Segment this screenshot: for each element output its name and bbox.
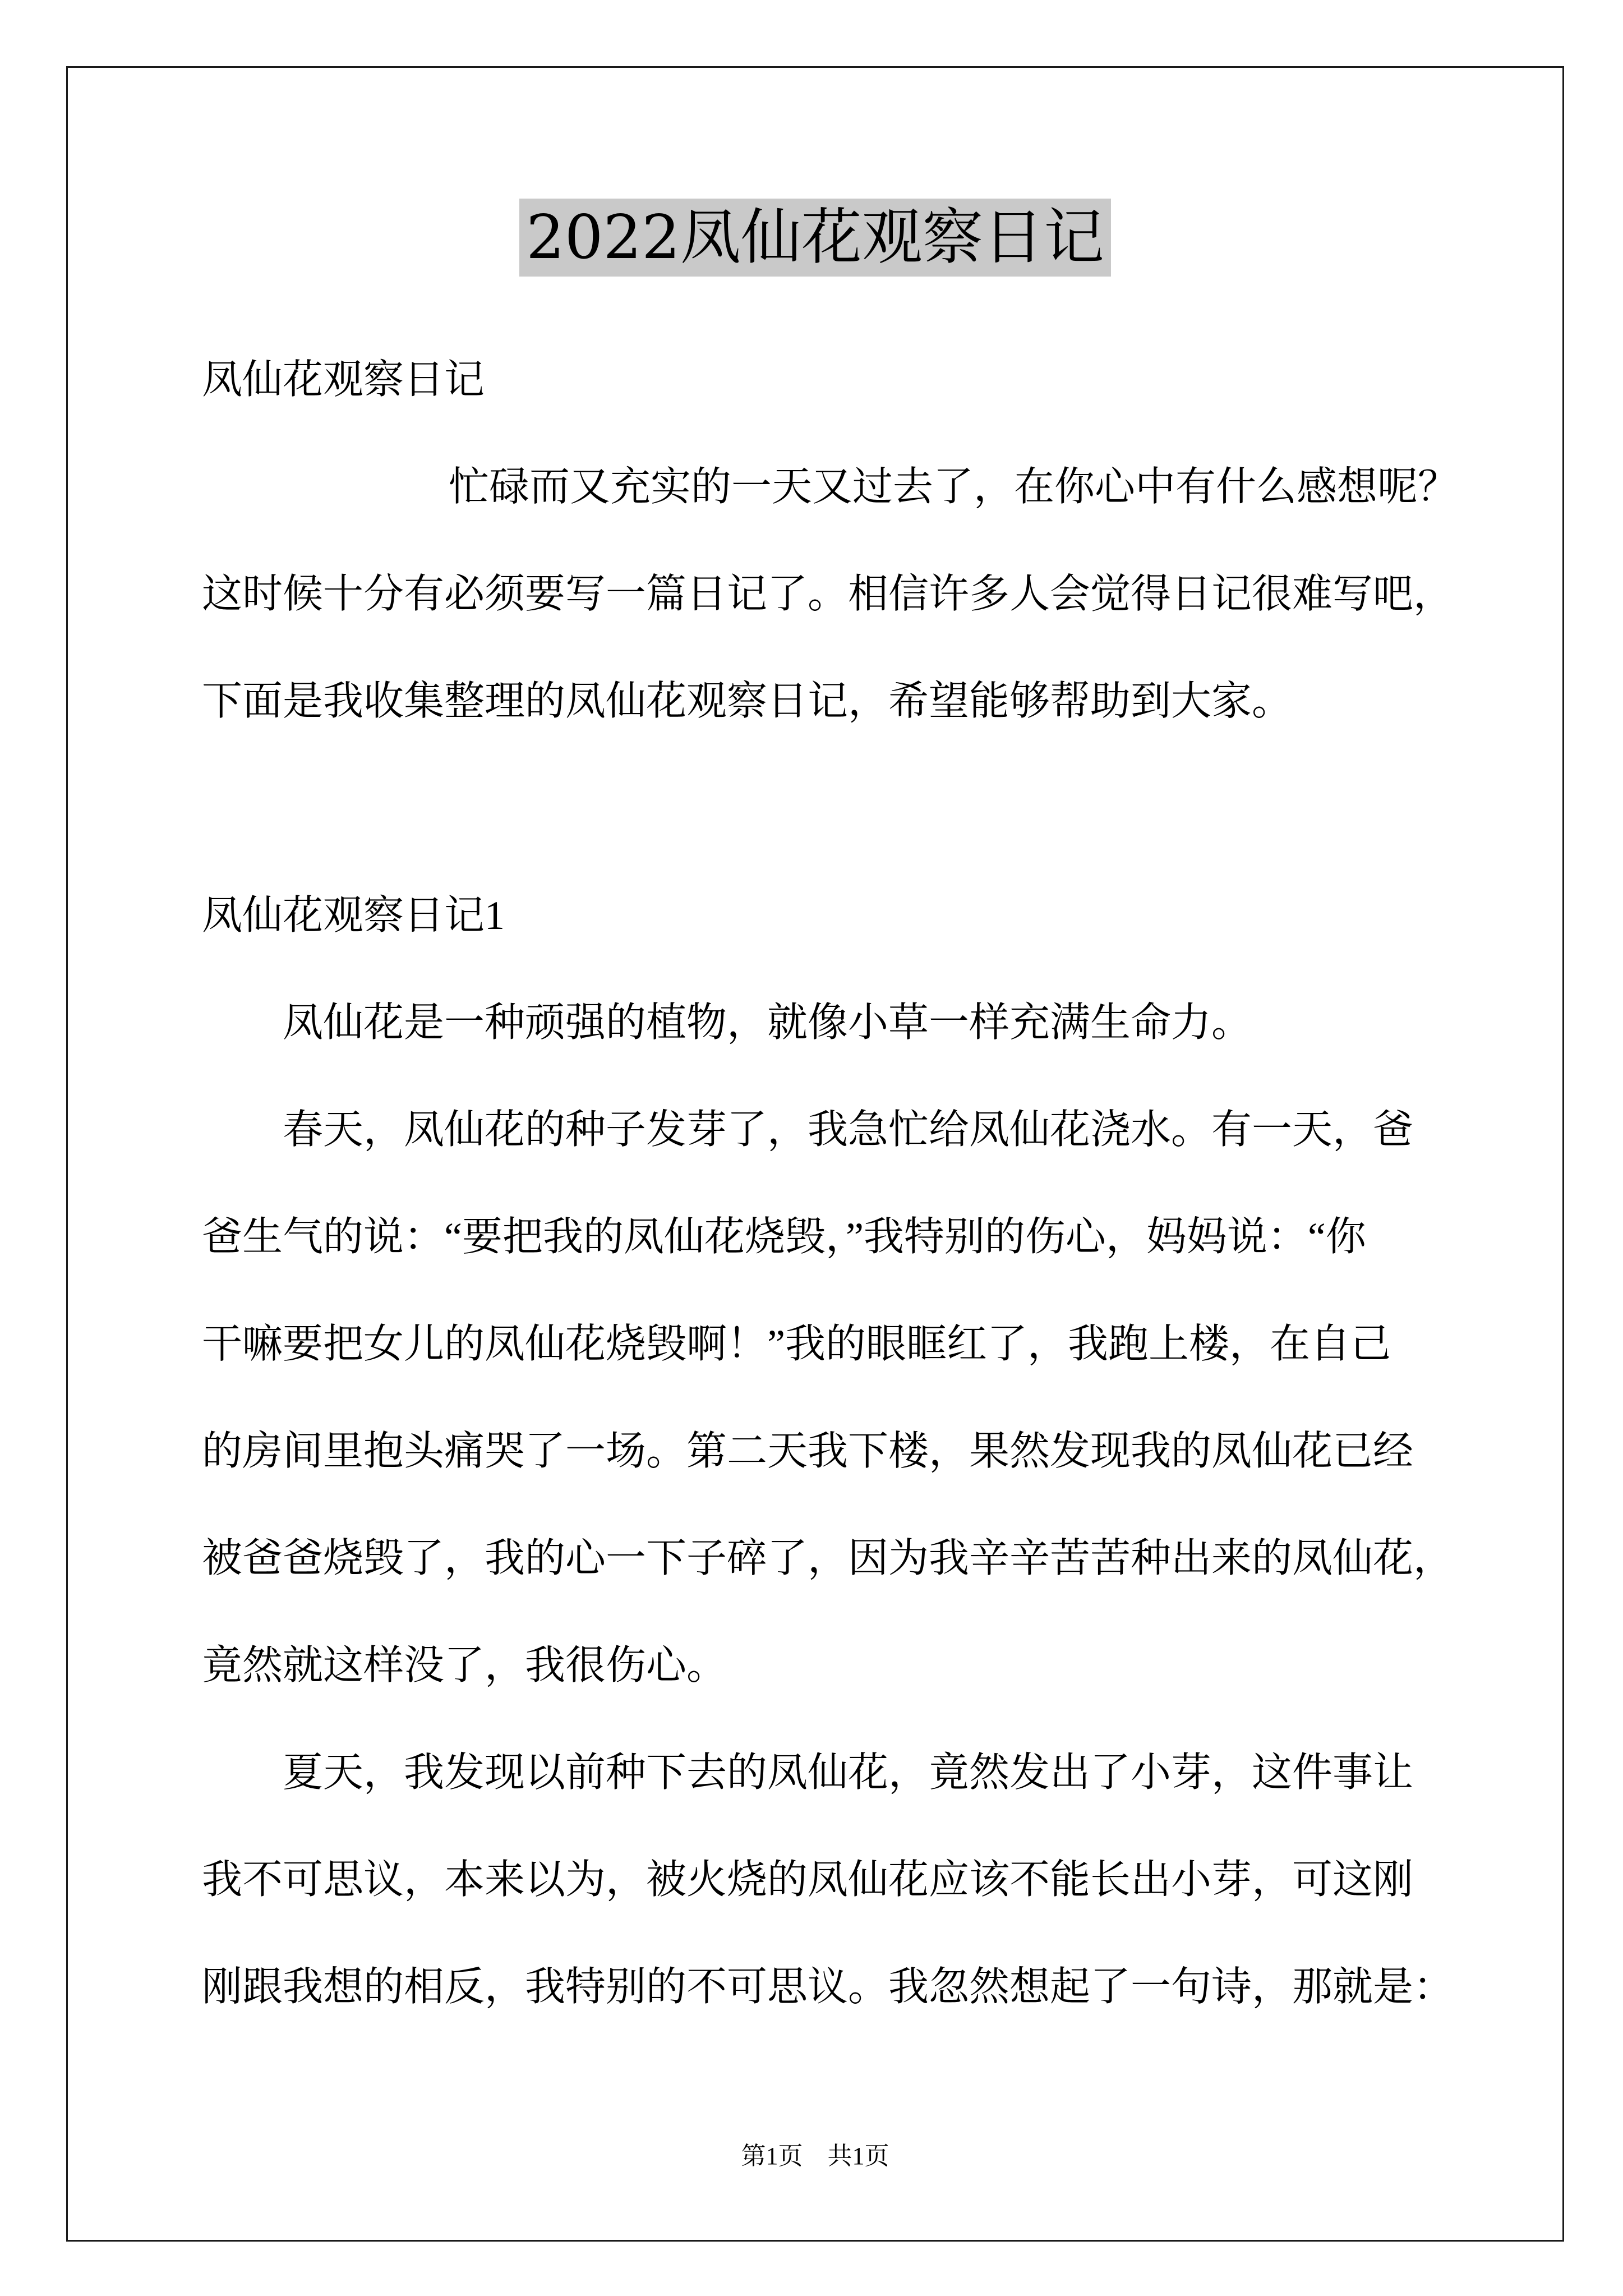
paragraph-line: 被爸爸烧毁了，我的心一下子碎了，因为我辛辛苦苦种出来的凤仙花，: [202, 1536, 1454, 1581]
paragraph-line: 夏天，我发现以前种下去的凤仙花，竟然发出了小芽，这件事让: [283, 1750, 1414, 1795]
paragraph-line: 凤仙花是一种顽强的植物，就像小草一样充满生命力。: [283, 1000, 1252, 1045]
intro-line: 忙碌而又充实的一天又过去了，在你心中有什么感想呢？: [449, 464, 1459, 509]
document-body: [202, 326, 1509, 2041]
entry-heading: 凤仙花观察日记1: [202, 893, 505, 938]
paragraph-line: 的房间里抱头痛哭了一场。第二天我下楼，果然发现我的凤仙花已经: [202, 1429, 1414, 1474]
paragraph-line: 我不可思议，本来以为，被火烧的凤仙花应该不能长出小芽，可这刚: [202, 1857, 1414, 1902]
paragraph-line: 刚跟我想的相反，我特别的不可思议。我忽然想起了一句诗，那就是：: [202, 1964, 1454, 2009]
section-title: 凤仙花观察日记: [202, 357, 485, 402]
document-title: 2022凤仙花观察日记: [519, 199, 1111, 277]
paragraph-line: 爸生气的说：“要把我的凤仙花烧毁，”我特别的伤心，妈妈说：“你: [202, 1214, 1366, 1259]
intro-line: 这时候十分有必须要写一篇日记了。相信许多人会觉得日记很难写吧，: [202, 572, 1454, 616]
page-footer: 第1页 共1页: [741, 2142, 889, 2170]
paragraph-line: 干嘛要把女儿的凤仙花烧毁啊！”我的眼眶红了，我跑上楼，在自己: [202, 1322, 1391, 1366]
paragraph-line: 春天，凤仙花的种子发芽了，我急忙给凤仙花浇水。有一天，爸: [283, 1107, 1414, 1152]
paragraph-spacer: [202, 755, 1509, 862]
paragraph-line: 竟然就这样没了，我很伤心。: [202, 1643, 727, 1688]
intro-line: 下面是我收集整理的凤仙花观察日记，希望能够帮助到大家。: [202, 679, 1293, 724]
title-row: [66, 199, 1564, 277]
